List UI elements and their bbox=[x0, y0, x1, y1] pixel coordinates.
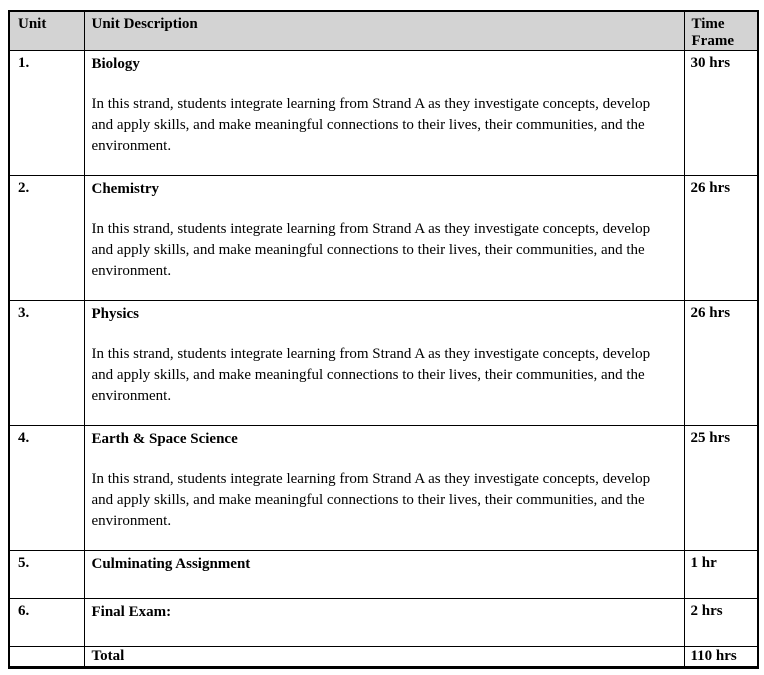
table-row bbox=[9, 51, 758, 176]
table-row-total bbox=[9, 647, 758, 668]
unit-description-text: In this strand, students integrate learning from Strand A as they investigate concepts, develop and apply skills, and make meaningful connections to their lives, their communities, and the environment. bbox=[91, 96, 651, 154]
unit-number-cell bbox=[9, 647, 84, 668]
total-label: Total bbox=[91, 648, 125, 664]
time-frame-cell: 25 hrs bbox=[684, 426, 758, 551]
unit-description-cell bbox=[84, 426, 684, 551]
column-header-unit-description: Unit Description bbox=[84, 11, 684, 51]
unit-description-cell bbox=[84, 176, 684, 301]
table-row bbox=[9, 551, 758, 599]
course-units-table bbox=[8, 10, 759, 669]
time-frame-cell: 26 hrs bbox=[684, 301, 758, 426]
unit-number-cell: 1. bbox=[9, 51, 84, 176]
unit-description-cell bbox=[84, 51, 684, 176]
unit-title: Earth & Space Science bbox=[91, 431, 238, 447]
unit-number-cell: 6. bbox=[9, 599, 84, 647]
unit-description-text: In this strand, students integrate learning from Strand A as they investigate concepts, develop and apply skills, and make meaningful connections to their lives, their communities, and the environment. bbox=[91, 346, 651, 404]
total-time-value: 110 hrs bbox=[684, 647, 758, 668]
table-row bbox=[9, 599, 758, 647]
unit-number-cell: 5. bbox=[9, 551, 84, 599]
unit-title: Physics bbox=[91, 306, 140, 322]
time-frame-cell: 2 hrs bbox=[684, 599, 758, 647]
table-header-row bbox=[9, 11, 758, 51]
time-frame-cell: 1 hr bbox=[684, 551, 758, 599]
unit-description-text: In this strand, students integrate learning from Strand A as they investigate concepts, develop and apply skills, and make meaningful connections to their lives, their communities, and the environment. bbox=[91, 471, 651, 529]
unit-title: Chemistry bbox=[91, 181, 159, 197]
unit-description-cell bbox=[84, 647, 684, 668]
column-header-unit: Unit bbox=[9, 11, 84, 51]
table-row bbox=[9, 176, 758, 301]
column-header-time-frame: Time Frame bbox=[684, 11, 758, 51]
time-frame-cell: 30 hrs bbox=[684, 51, 758, 176]
unit-number-cell: 4. bbox=[9, 426, 84, 551]
table-row bbox=[9, 426, 758, 551]
unit-title: Biology bbox=[91, 56, 140, 72]
unit-title: Final Exam: bbox=[91, 604, 172, 620]
unit-number-cell: 3. bbox=[9, 301, 84, 426]
unit-description-text: In this strand, students integrate learning from Strand A as they investigate concepts, develop and apply skills, and make meaningful connections to their lives, their communities, and the environment. bbox=[91, 221, 651, 279]
unit-description-cell bbox=[84, 301, 684, 426]
unit-number-cell: 2. bbox=[9, 176, 84, 301]
time-frame-cell: 26 hrs bbox=[684, 176, 758, 301]
unit-title: Culminating Assignment bbox=[91, 556, 251, 572]
table-row bbox=[9, 301, 758, 426]
unit-description-cell bbox=[84, 551, 684, 599]
unit-description-cell bbox=[84, 599, 684, 647]
